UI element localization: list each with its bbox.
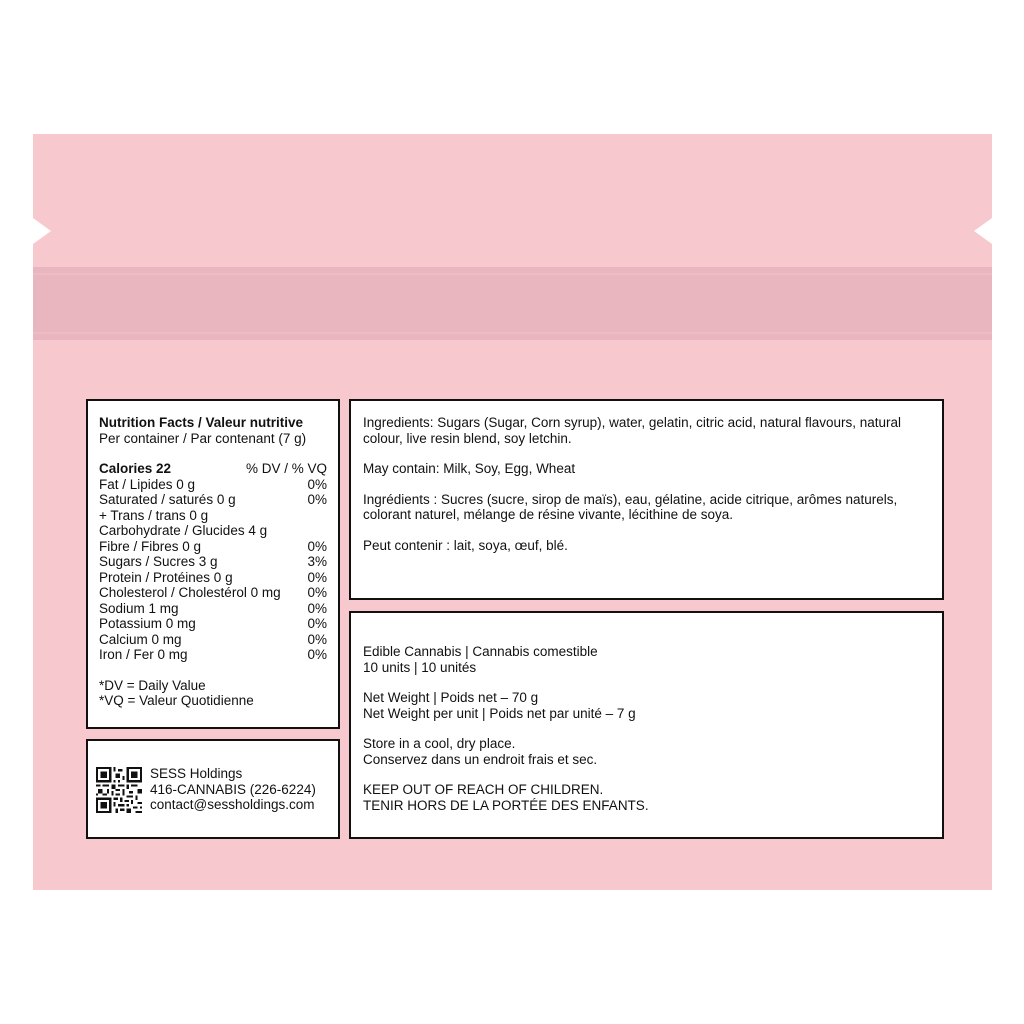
qr-code-icon (96, 767, 142, 813)
nutrient-label: Potassium 0 mg (99, 616, 196, 631)
nutrition-facts-panel (86, 399, 340, 729)
allergens-en: May contain: Milk, Soy, Egg, Wheat (363, 461, 576, 476)
nutrient-label: Protein / Protéines 0 g (99, 569, 233, 585)
nutrient-row (99, 570, 327, 586)
product-type: Edible Cannabis | Cannabis comestible (363, 644, 598, 659)
product-units: 10 units | 10 unités (363, 659, 477, 675)
allergens-fr: Peut contenir : lait, soya, œuf, blé. (363, 537, 568, 553)
calories-row (99, 461, 327, 477)
nutrient-row (99, 647, 327, 663)
nutrition-serving: Per container / Par contenant (7 g) (99, 430, 307, 446)
footnote-vq: *VQ = Valeur Quotidienne (99, 693, 254, 708)
calories-label: Calories 22 (99, 461, 172, 476)
nutrient-label: + Trans / trans 0 g (99, 507, 209, 523)
nutrient-dv: 0% (307, 631, 327, 647)
storage-en: Store in a cool, dry place. (363, 736, 516, 751)
nutrition-title: Nutrition Facts / Valeur nutritive (99, 415, 304, 430)
ingredients-panel (349, 399, 944, 600)
nutrient-row (99, 492, 327, 508)
ingredients-fr-line1: Ingrédients : Sucres (sucre, sirop de maïs), eau, gélatine, acide citrique, arômes naturels, (363, 491, 898, 507)
ingredients-en-line1: Ingredients: Sugars (Sugar, Corn syrup), water, gelatin, citric acid, natural flavours, natural (363, 415, 902, 430)
nutrient-row (99, 477, 327, 493)
company-phone: 416-CANNABIS (226-6224) (150, 781, 316, 797)
nutrient-row (99, 632, 327, 648)
nutrient-label: Fat / Lipides 0 g (99, 476, 196, 492)
nutrient-row (99, 508, 327, 524)
warning-fr: TENIR HORS DE LA PORTÉE DES ENFANTS. (363, 797, 649, 813)
warning-en: KEEP OUT OF REACH OF CHILDREN. (363, 782, 604, 797)
nutrient-label: Carbohydrate / Glucides 4 g (99, 523, 268, 538)
nutrient-dv: 0% (307, 492, 327, 507)
nutrient-dv: 0% (307, 616, 327, 631)
nutrient-row (99, 585, 327, 601)
nutrient-dv: 0% (307, 647, 327, 662)
nutrient-label: Iron / Fer 0 mg (99, 647, 188, 662)
nutrient-row (99, 554, 327, 570)
nutrient-row (99, 539, 327, 555)
nutrient-label: Sugars / Sucres 3 g (99, 554, 218, 569)
nutrient-dv: 0% (307, 569, 327, 585)
zipper-seal-band (33, 267, 992, 340)
nutrient-label: Cholesterol / Cholestérol 0 mg (99, 585, 281, 600)
nutrient-list (99, 477, 327, 663)
net-weight-per-unit: Net Weight per unit | Poids net par unité – 7 g (363, 705, 636, 721)
company-name: SESS Holdings (150, 766, 243, 781)
nutrient-dv: 3% (307, 554, 327, 569)
nutrient-row (99, 616, 327, 632)
nutrient-label: Fibre / Fibres 0 g (99, 538, 202, 554)
nutrient-dv: 0% (307, 538, 327, 554)
company-email: contact@sessholdings.com (150, 797, 315, 812)
ingredients-en-line2: colour, live resin blend, soy letchin. (363, 430, 572, 446)
contact-panel (86, 739, 340, 839)
footnote-dv: *DV = Daily Value (99, 677, 206, 693)
product-info-panel (349, 611, 944, 839)
nutrient-dv: 0% (307, 585, 327, 600)
nutrient-row (99, 523, 327, 539)
nutrient-dv: 0% (307, 600, 327, 616)
net-weight: Net Weight | Poids net – 70 g (363, 690, 539, 705)
nutrient-row (99, 601, 327, 617)
nutrient-label: Sodium 1 mg (99, 600, 179, 616)
ingredients-fr-line2: colorant naturel, mélange de résine vivante, lécithine de soya. (363, 507, 733, 522)
storage-fr: Conservez dans un endroit frais et sec. (363, 751, 598, 767)
nutrient-label: Saturated / saturés 0 g (99, 492, 236, 507)
dv-header: % DV / % VQ (245, 461, 327, 476)
nutrient-label: Calcium 0 mg (99, 631, 182, 647)
nutrient-dv: 0% (307, 476, 327, 492)
